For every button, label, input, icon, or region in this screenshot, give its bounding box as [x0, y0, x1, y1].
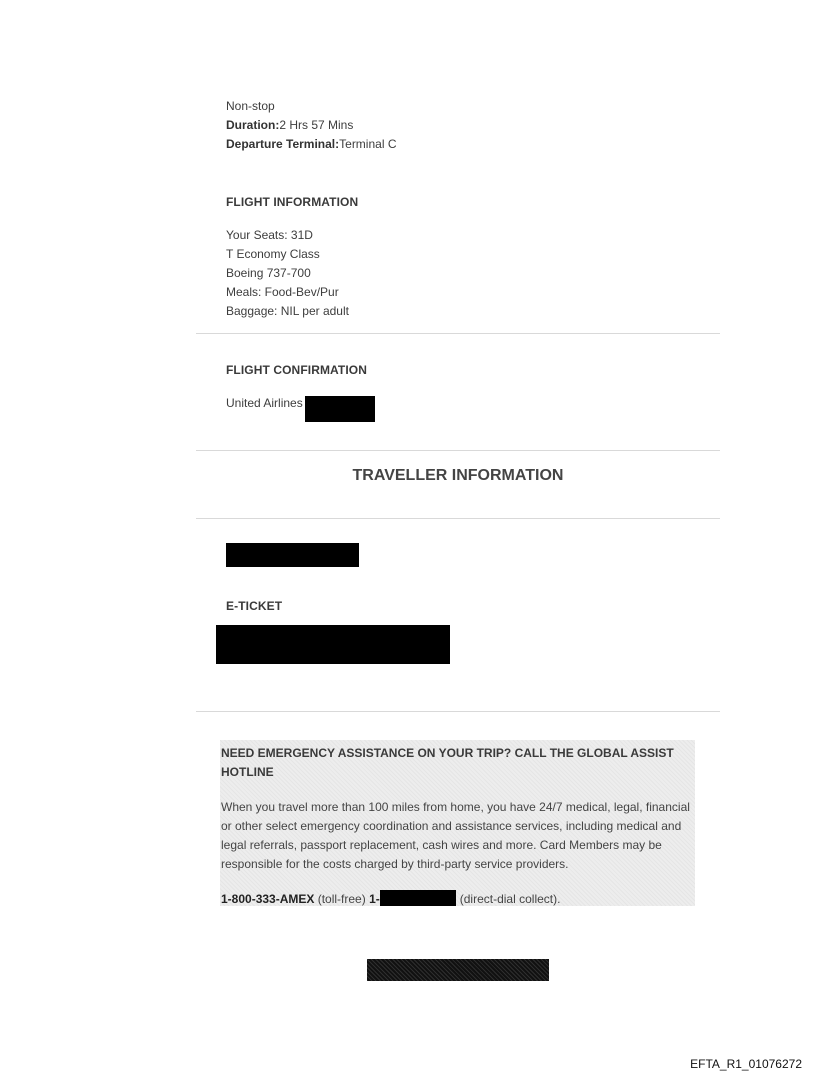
- divider: [196, 450, 720, 451]
- duration-label: Duration:: [226, 118, 280, 132]
- seats-text: Your Seats: 31D: [226, 228, 313, 242]
- terminal-line: [226, 135, 397, 154]
- aircraft-text: Boeing 737-700: [226, 266, 311, 280]
- duration-value: 2 Hrs 57 Mins: [279, 118, 354, 132]
- hotline-line: [221, 890, 560, 909]
- eticket-redaction: [216, 625, 450, 664]
- terminal-label: Departure Terminal:: [226, 137, 340, 151]
- collect-label: (direct-dial collect).: [459, 892, 561, 906]
- terminal-value: Terminal C: [339, 137, 397, 151]
- cabin-text: T Economy Class: [226, 247, 320, 261]
- meals-text: Meals: Food-Bev/Pur: [226, 285, 339, 299]
- collect-prefix: 1-: [369, 892, 380, 906]
- traveller-name-redaction: [226, 543, 359, 567]
- duration-line: [226, 116, 353, 135]
- divider: [196, 518, 720, 519]
- flight-information-heading: FLIGHT INFORMATION: [226, 195, 359, 209]
- airline-text: United Airlines: [226, 396, 303, 410]
- eticket-label: E-TICKET: [226, 599, 283, 613]
- footer-redaction: [367, 959, 549, 981]
- baggage-text: Baggage: NIL per adult: [226, 304, 349, 318]
- assistance-body: When you travel more than 100 miles from home, you have 24/7 medical, legal, financial or other select emergency coordination and assistance services, including medical and legal referrals, passport replacement, cash wires and more. Card Members may be responsible for the costs charged by third-party service providers.: [221, 800, 690, 871]
- divider: [196, 333, 720, 334]
- divider: [196, 711, 720, 712]
- collect-number-redaction: [380, 890, 456, 906]
- document-id: EFTA_R1_01076272: [690, 1057, 802, 1071]
- flight-confirmation-heading: FLIGHT CONFIRMATION: [226, 363, 367, 377]
- tollfree-label: (toll-free): [317, 892, 366, 906]
- traveller-information-title: TRAVELLER INFORMATION: [352, 467, 564, 484]
- stops-text: Non-stop: [226, 99, 275, 113]
- confirmation-redaction: [305, 396, 375, 422]
- tollfree-number: 1-800-333-AMEX: [221, 892, 315, 906]
- assistance-title: NEED EMERGENCY ASSISTANCE ON YOUR TRIP? CALL THE GLOBAL ASSIST HOTLINE: [221, 746, 674, 779]
